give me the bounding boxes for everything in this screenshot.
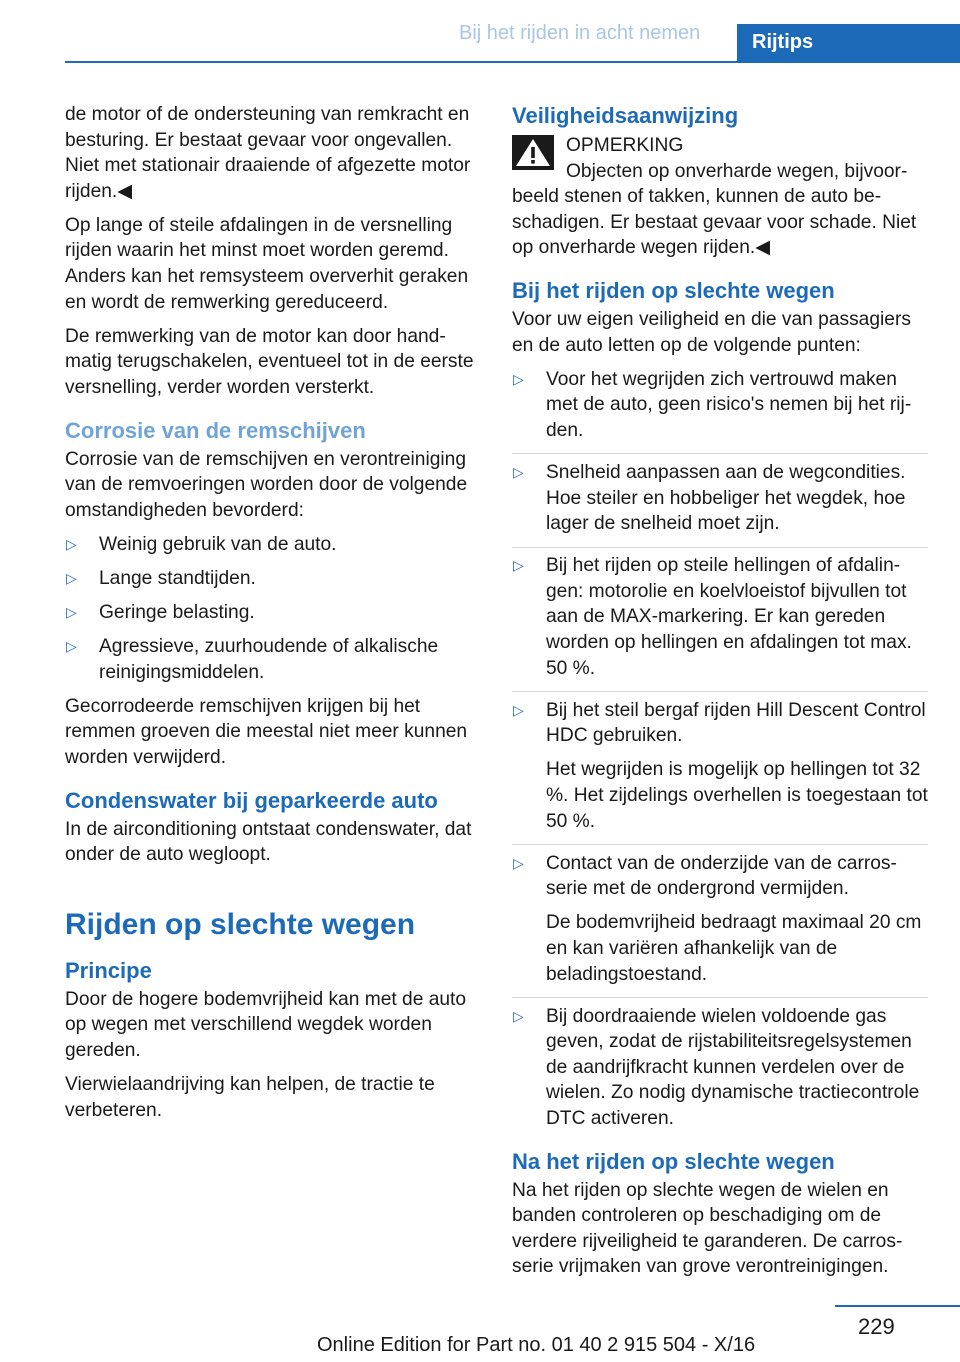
triangle-right-icon: ▷ (513, 854, 524, 871)
list-item: ▷ Snelheid aanpassen aan de wegcondities. Hoe steiler en hobbeliger het wegdek, hoe lager de snelheid moet zijn. (512, 460, 928, 545)
safety-notice (512, 133, 928, 261)
triangle-right-icon: ▷ (513, 701, 524, 718)
principle-text: Vierwielaandrijving kan helpen, de tractie te verbeteren. (65, 1074, 435, 1121)
triangle-right-icon: ▷ (66, 638, 77, 655)
list-item: ▷ Bij het steil bergaf rijden Hill Descent Control HDC gebruiken. Het wegrijden is mogelijk op hellingen tot 32 %. Het zijdelings overhellen is toegestaan tot 50 %. (512, 698, 928, 842)
page-header (0, 0, 960, 62)
list-item: ▷ Voor het wegrijden zich vertrouwd maken met de auto, geen risico's nemen bij het rijden. (512, 367, 928, 452)
notice-label: OPMERKING (566, 135, 684, 156)
list-item-note: De bodemvrijheid bedraagt maximaal 20 cm en kan variëren afhankelijk van de beladingstoestand. (546, 912, 922, 985)
triangle-right-icon: ▷ (66, 535, 77, 552)
after-text: Na het rijden op slechte wegen de wielen en banden controleren op beschadiging om de verdere rijveiligheid te garanderen. De carrosserie vrijmaken van grove verontreinigingen. (512, 1179, 903, 1278)
condens-heading: Condenswater bij geparkeerde auto (65, 787, 438, 813)
list-item: ▷ Weinig gebruik van de auto. (65, 532, 479, 558)
paragraph: de motor of de ondersteuning van remkracht en besturing. Er bestaat gevaar voor ongevallen. Niet met stationair draaiende of afgezette motor rijden.◀ (65, 104, 471, 202)
triangle-right-icon: ▷ (66, 604, 77, 620)
list-item: ▷ Lange standtijden. (65, 566, 479, 592)
condens-text: In de airconditioning ontstaat condenswater, dat onder de auto wegloopt. (65, 818, 472, 866)
triangle-right-icon: ▷ (513, 463, 524, 480)
list-item: ▷ Contact van de onderzijde van de carrosserie met de ondergrond vermijden. De bodemvrijheid bedraagt maximaal 20 cm en kan variëren afhankelijk van de beladingstoestand. (512, 851, 928, 995)
edition-footer: Online Edition for Part no. 01 40 2 915 504 - X/16 (317, 1334, 756, 1356)
triangle-right-icon: ▷ (513, 370, 524, 387)
list-item: ▷ Geringe belasting. (65, 600, 479, 626)
after-heading: Na het rijden op slechte wegen (512, 1148, 835, 1174)
list-item: ▷ Bij het rijden op steile hellingen of afdalingen: motorolie en koelvloeistof bijvullen tot aan de MAX-markering. Er kan gereden worden op hellingen en afdalingen tot max. 50 %. (512, 553, 928, 689)
paragraph: De remwerking van de motor kan door handmatig terugschakelen, eventueel tot in de eerste versnelling, verder worden versterkt. (65, 325, 474, 398)
corrosion-intro: Corrosie van de remschijven en verontreiniging van de remvoeringen worden door de volgende omstandigheden bevorderd: (65, 448, 468, 521)
left-column (65, 102, 479, 1132)
header-section-title: Bij het rijden in acht nemen (459, 22, 701, 44)
list-item: ▷ Agressieve, zuurhoudende of alkalische reinigingsmiddelen. (66, 636, 439, 683)
section-title: Rijden op slechte wegen (65, 907, 416, 941)
principle-text: Door de hogere bodemvrijheid kan met de auto op wegen met verschillend wegdek worden gereden. (65, 988, 467, 1061)
driving-intro: Voor uw eigen veiligheid en die van passagiers en de auto letten op de volgende punten: (512, 308, 911, 356)
header-rule (65, 61, 960, 63)
safety-heading: Veiligheidsaanwijzing (512, 103, 739, 128)
principle-heading: Principe (65, 957, 152, 983)
corrosion-heading: Corrosie van de remschijven (65, 417, 366, 443)
list-item: ▷ Bij doordraaiende wielen voldoende gas geven, zodat de rijstabiliteitsregelsystemen de aandrijfkracht kunnen verdelen over de wielen. Zo nodig dynamische tractiecontrole DTC activeren. (513, 1005, 920, 1129)
header-chapter-tab: Rijtips (737, 24, 960, 62)
triangle-right-icon: ▷ (66, 569, 77, 586)
notice-text: Objecten op onverharde wegen, bijvoorbeeld stenen of takken, kunnen de auto beschadigen. Er bestaat gevaar voor schade. Niet op onverharde wegen rijden.◀ (512, 160, 917, 259)
right-column (512, 102, 928, 1288)
list-item-note: Het wegrijden is mogelijk op hellingen tot 32 %. Het zijdelings overhellen is toegestaan tot 50 %. (546, 759, 928, 832)
paragraph: Op lange of steile afdalingen in de versnelling rijden waarin het minst moet worden geremd. Anders kan het remsysteem oververhit geraken en wordt de remwerking gereduceerd. (65, 214, 469, 313)
footer-rule (835, 1305, 960, 1307)
triangle-right-icon: ▷ (513, 557, 524, 574)
driving-heading: Bij het rijden op slechte wegen (512, 277, 835, 303)
triangle-right-icon: ▷ (513, 1007, 524, 1024)
corrosion-outro: Gecorrodeerde remschijven krijgen bij het remmen groeven die meestal niet meer kunnen worden verwijderd. (65, 695, 468, 768)
warning-triangle-icon (512, 135, 554, 170)
page-number: 229 (858, 1314, 895, 1339)
corrosion-list (65, 532, 479, 685)
driving-list (512, 367, 928, 1132)
